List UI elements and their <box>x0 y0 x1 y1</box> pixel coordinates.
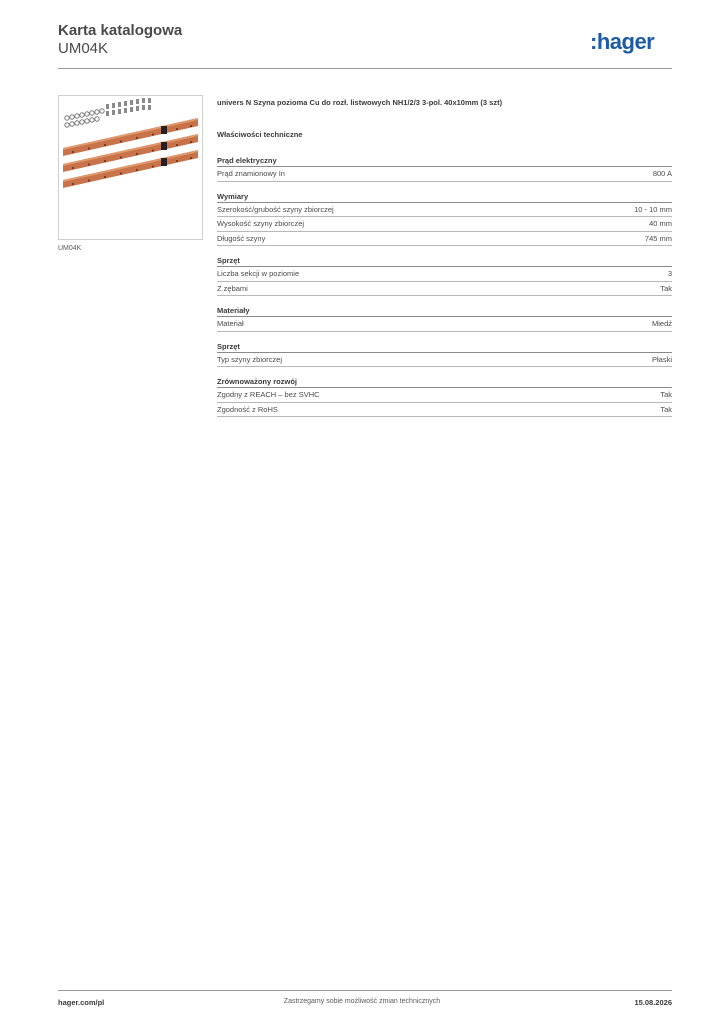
spec-sections <box>217 155 672 417</box>
product-code: UM04K <box>58 40 109 57</box>
busbar-illustration <box>59 96 202 239</box>
section-heading: Prąd elektryczny <box>217 155 672 167</box>
image-caption: UM04K <box>58 245 82 252</box>
spec-value: 40 mm <box>649 219 672 228</box>
spec-value: Tak <box>660 404 672 414</box>
spec-value: Miedź <box>651 319 672 328</box>
spec-row <box>217 403 672 418</box>
header-divider <box>58 68 672 69</box>
product-image <box>58 95 203 240</box>
section-heading: Materiały <box>217 305 672 317</box>
section-heading: Zrównoważony rozwój <box>217 376 672 388</box>
spec-row <box>217 232 672 247</box>
spec-value: 3 <box>667 269 672 278</box>
spec-label: Z zębami <box>217 283 248 293</box>
spec-value: 10 - 10 mm <box>634 204 672 214</box>
spec-label: Materiał <box>217 319 244 328</box>
spec-label: Liczba sekcji w poziomie <box>217 269 300 278</box>
footer-divider <box>58 990 672 991</box>
spec-label: Prąd znamionowy In <box>217 169 285 178</box>
spec-value: Płaski <box>651 354 672 364</box>
spec-row <box>217 167 672 182</box>
spec-value: 745 mm <box>644 233 672 243</box>
document-title: Karta katalogowa <box>58 22 183 39</box>
section-heading: Sprzęt <box>217 255 672 267</box>
spec-value: Tak <box>660 283 672 293</box>
section-heading: Wymiary <box>217 191 672 203</box>
spec-value: 800 A <box>652 169 672 178</box>
spec-section <box>217 255 672 296</box>
spec-label: Zgodność z RoHS <box>217 404 278 414</box>
spec-content <box>217 98 672 426</box>
footer-disclaimer: Zastrzegamy sobie możliwość zmian technicznych <box>283 998 441 1005</box>
section-heading: Sprzęt <box>217 341 672 353</box>
spec-row <box>217 317 672 332</box>
spec-label: Wysokość szyny zbiorczej <box>217 219 305 228</box>
spec-row <box>217 217 672 232</box>
spec-section <box>217 155 672 182</box>
spec-section <box>217 305 672 332</box>
spec-label: Szerokość/grubość szyny zbiorczej <box>217 204 334 214</box>
spec-section <box>217 376 672 417</box>
spec-row <box>217 282 672 297</box>
technical-heading: Właściwości techniczne <box>217 130 303 139</box>
spec-row <box>217 203 672 218</box>
footer-website[interactable]: hager.com/pl <box>58 998 105 1007</box>
spec-row <box>217 353 672 368</box>
spec-label: Zgodny z REACH – bez SVHC <box>217 390 320 399</box>
spec-row <box>217 388 672 403</box>
footer-date: 15.08.2026 <box>634 998 672 1007</box>
product-title: univers N Szyna pozioma Cu do rozł. listwowych NH1/2/3 3-pol. 40x10mm (3 szt) <box>217 98 503 107</box>
spec-label: Typ szyny zbiorczej <box>217 354 283 364</box>
spec-label: Długość szyny <box>217 233 266 243</box>
spec-row <box>217 267 672 282</box>
spec-value: Tak <box>660 390 672 399</box>
hager-logo: :hager <box>590 29 655 54</box>
spec-section <box>217 341 672 368</box>
spec-section <box>217 191 672 247</box>
